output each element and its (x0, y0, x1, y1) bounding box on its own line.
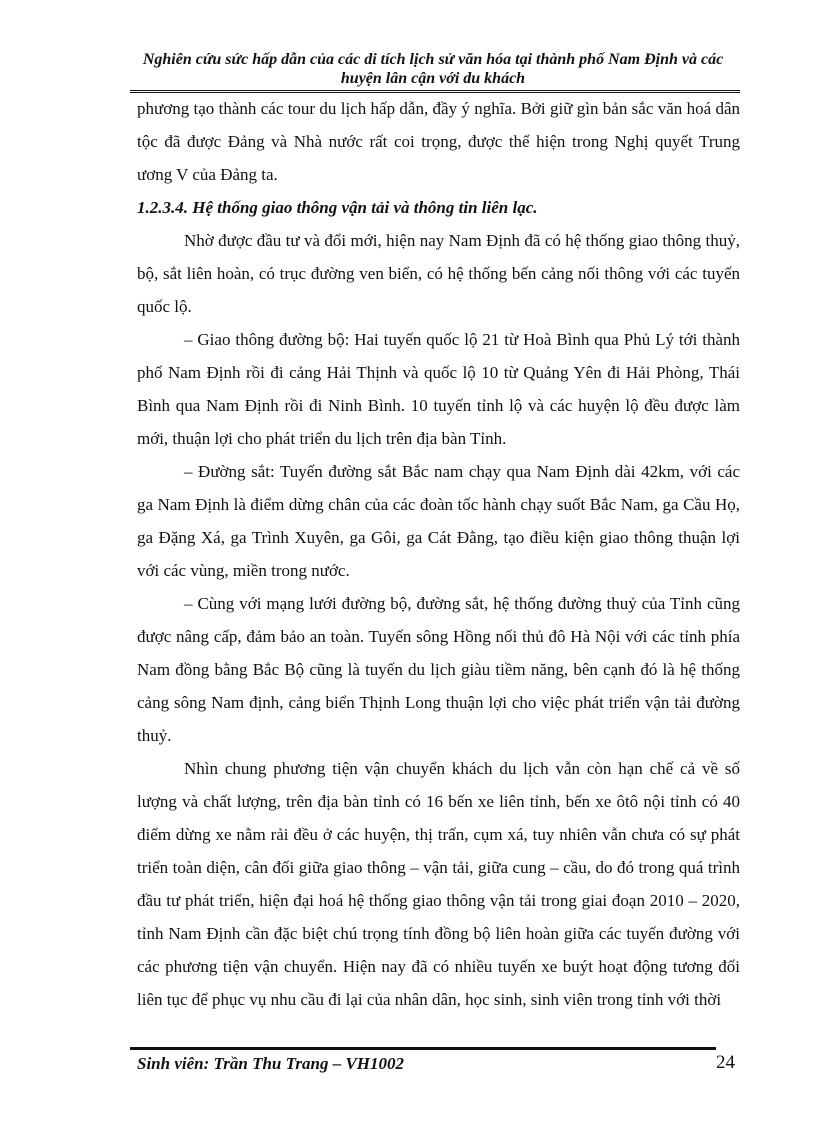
continuation-paragraph: phương tạo thành các tour du lịch hấp dẫn, đầy ý nghĩa. Bởi giữ gìn bản sắc văn hoá dân tộc đã được Đảng và Nhà nước rất coi trọng, được thể hiện trong Nghị quyết Trung ương V của Đảng ta. (137, 99, 740, 184)
footer-author: Sinh viên: Trần Thu Trang – VH1002 (137, 1054, 405, 1073)
page-body (137, 92, 740, 1016)
section-heading: 1.2.3.4. Hệ thống giao thông vận tải và thông tin liên lạc. (137, 198, 538, 217)
road-paragraph: – Giao thông đường bộ: Hai tuyến quốc lộ 21 từ Hoà Bình qua Phủ Lý tới thành phố Nam Định rồi đi cảng Hải Thịnh và quốc lộ 10 từ Quảng Yên đi Hải Phòng, Thái Bình qua Nam Định rồi đi Ninh Bình. 10 tuyến tỉnh lộ và các huyện lộ đều được làm mới, thuận lợi cho phát triển du lịch trên địa bàn Tỉnh. (137, 330, 740, 448)
footer-divider (130, 1047, 716, 1050)
waterway-paragraph: – Cùng với mạng lưới đường bộ, đường sắt, hệ thống đường thuỷ của Tỉnh cũng được nâng cấp, đảm bảo an toàn. Tuyến sông Hồng nối thủ đô Hà Nội với các tỉnh phía Nam đồng bằng Bắc Bộ cũng là tuyến du lịch giàu tiềm năng, bên cạnh đó là hệ thống cảng sông Nam định, cảng biển Thịnh Long thuận lợi cho việc phát triển vận tải đường thuỷ. (137, 594, 740, 745)
intro-paragraph: Nhờ được đầu tư và đổi mới, hiện nay Nam Định đã có hệ thống giao thông thuỷ, bộ, sắt liên hoàn, có trục đường ven biển, có hệ thống bến cảng nối thông với các tuyến quốc lộ. (137, 231, 740, 316)
page-number: 24 (716, 1052, 735, 1073)
rail-paragraph: – Đường sắt: Tuyến đường sắt Bắc nam chạy qua Nam Định dài 42km, với các ga Nam Định là điểm dừng chân của các đoàn tốc hành chạy suốt Bắc Nam, ga Cầu Họ, ga Đặng Xá, ga Trình Xuyên, ga Gôi, ga Cát Đằng, tạo điều kiện giao thông thuận lợi với các vùng, miền trong nước. (137, 462, 740, 580)
running-header: Nghiên cứu sức hấp dẫn của các di tích lịch sử văn hóa tại thành phố Nam Định và các huyện lân cận với du khách (142, 51, 724, 87)
summary-paragraph: Nhìn chung phương tiện vận chuyển khách du lịch vẫn còn hạn chế cả về số lượng và chất lượng, trên địa bàn tỉnh có 16 bến xe liên tỉnh, bến xe ôtô nội tỉnh có 40 điểm dừng xe nằm rải đều ở các huyện, thị trấn, cụm xá, tuy nhiên vẫn chưa có sự phát triển toàn diện, cân đối giữa giao thông – vận tải, giữa cung – cầu, do đó trong quá trình đầu tư phát triển, hiện đại hoá hệ thống giao thông vận tải trong giai đoạn 2010 – 2020, tỉnh Nam Định cần đặc biệt chú trọng tính đồng bộ liên hoàn giữa các tuyến đường với các phương tiện vận chuyển. Hiện nay đã có nhiều tuyến xe buýt hoạt động tương đối liên tục để phục vụ nhu cầu đi lại của nhân dân, học sinh, sinh viên trong tỉnh với thời (137, 759, 740, 1009)
